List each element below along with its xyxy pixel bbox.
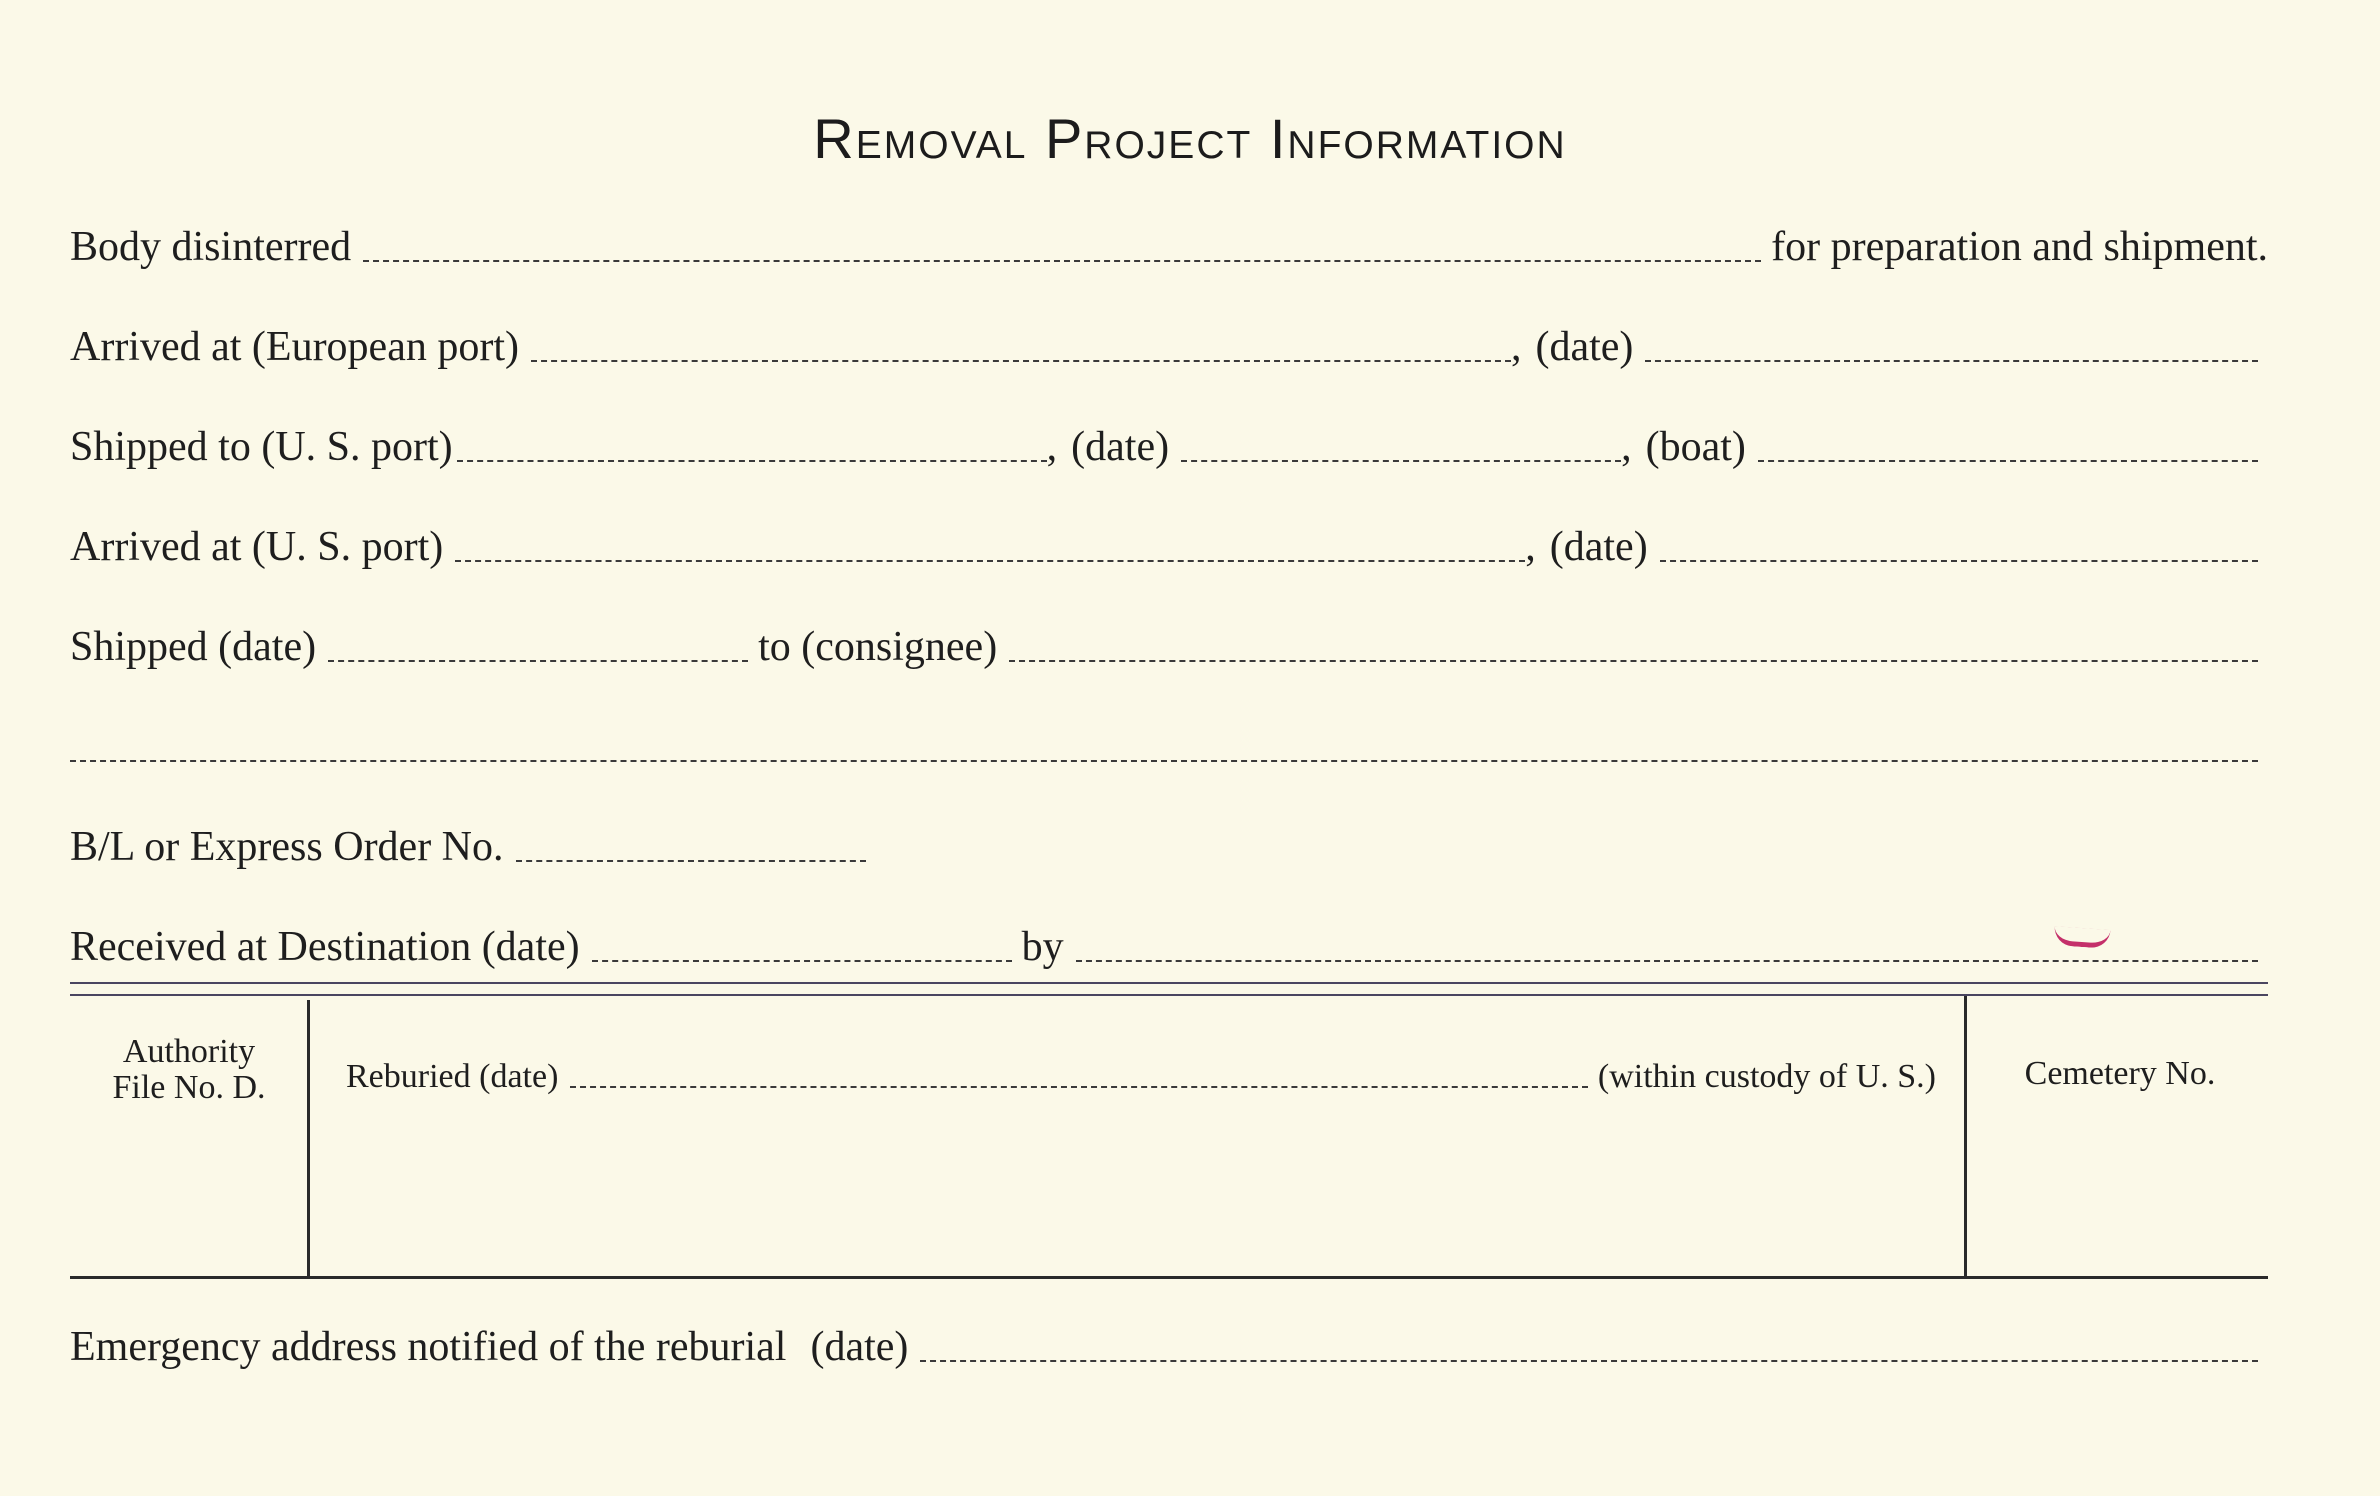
label-by: by (1021, 924, 1064, 970)
label-for-preparation: for preparation and shipment. (1771, 224, 2268, 270)
authority-file-label (84, 1034, 294, 1105)
row-shipped-consignee (70, 614, 2268, 674)
label-emergency: Emergency address notified of the reburial (70, 1324, 787, 1370)
row-reburied (346, 1040, 1936, 1100)
label-reburied-date: Reburied (date) (346, 1058, 559, 1095)
authority-label: Authority (122, 1033, 256, 1070)
row-shipped-us (70, 414, 2268, 474)
label-arrived-european: Arrived at (European port) (70, 324, 519, 370)
comma: , (1621, 424, 1632, 470)
row-arrived-us (70, 514, 2268, 574)
double-divider (70, 982, 2268, 996)
label-date: (date) (1071, 424, 1170, 470)
field-us-port[interactable] (457, 460, 1047, 462)
row-consignee-continued (70, 714, 2268, 774)
column-divider-left (307, 1000, 310, 1276)
label-received-destination: Received at Destination (date) (70, 924, 580, 970)
table-bottom-rule (70, 1276, 2268, 1279)
field-received-date[interactable] (592, 960, 1012, 962)
label-shipped-date: Shipped (date) (70, 624, 317, 670)
field-arrived-us-port[interactable] (455, 560, 1525, 562)
row-emergency (70, 1314, 2268, 1374)
field-european-port[interactable] (531, 360, 1511, 362)
row-received-destination (70, 914, 2268, 974)
label-date: (date) (1549, 524, 1648, 570)
field-reburied-date[interactable] (570, 1086, 1588, 1088)
row-body-disinterred (70, 214, 2268, 274)
column-divider-right (1964, 996, 1967, 1276)
label-date: (date) (1535, 324, 1634, 370)
label-to-consignee: to (consignee) (758, 624, 998, 670)
label-arrived-us: Arrived at (U. S. port) (70, 524, 444, 570)
field-boat[interactable] (1758, 460, 2258, 462)
label-shipped-to-us: Shipped to (U. S. port) (70, 424, 453, 470)
label-within-custody: (within custody of U. S.) (1597, 1058, 1936, 1095)
form-title: Removal Project Information (813, 107, 1567, 170)
label-boat: (boat) (1645, 424, 1746, 470)
field-consignee-continued[interactable] (70, 760, 2258, 762)
label-body-disinterred: Body disinterred (70, 224, 352, 270)
field-ship-date[interactable] (1181, 460, 1621, 462)
label-bl-order: B/L or Express Order No. (70, 824, 504, 870)
field-emergency-date[interactable] (920, 1360, 2258, 1362)
row-arrived-european (70, 314, 2268, 374)
label-emergency-date: (date) (810, 1324, 909, 1370)
field-body-disinterred[interactable] (363, 260, 1761, 262)
comma: , (1510, 324, 1522, 370)
field-bl-order[interactable] (516, 860, 866, 862)
comma: , (1525, 524, 1536, 570)
file-no-label: File No. D. (112, 1068, 266, 1106)
field-arrived-us-date[interactable] (1660, 560, 2258, 562)
field-received-by[interactable] (1076, 960, 2258, 962)
cemetery-no-label: Cemetery No. (2024, 1055, 2216, 1092)
row-bl-order (70, 814, 2268, 874)
field-european-date[interactable] (1645, 360, 2258, 362)
field-shipped-date[interactable] (328, 660, 748, 662)
comma: , (1046, 424, 1058, 470)
field-consignee[interactable] (1009, 660, 2258, 662)
